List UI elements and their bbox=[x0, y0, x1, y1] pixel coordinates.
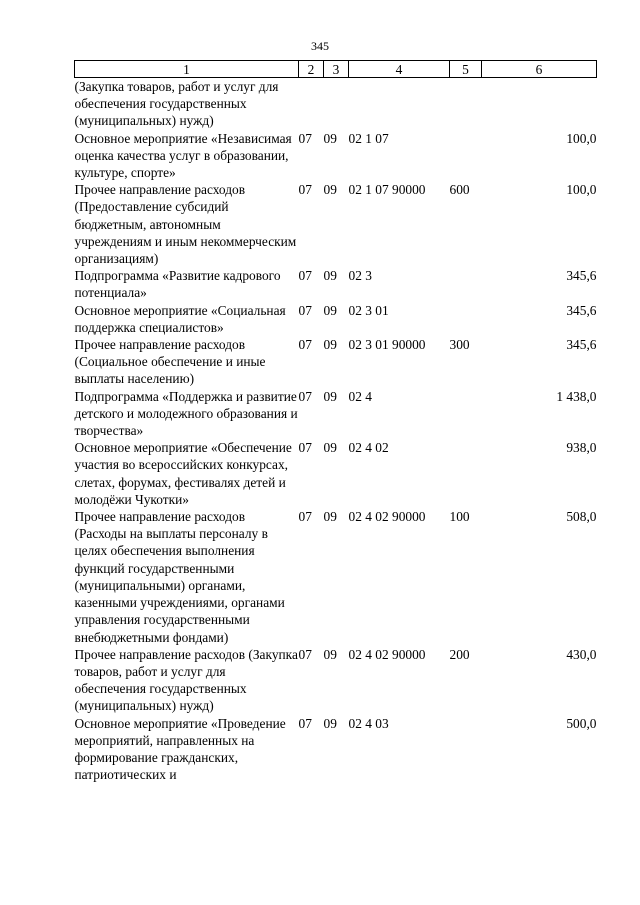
table-row bbox=[75, 388, 597, 440]
row-name: Основное мероприятие «Обеспечение участия во всероссийских конкурсах, слетах, форумах, фестивалях детей и молодёжи Чукотки» bbox=[74, 440, 292, 507]
header-col-4: 4 bbox=[349, 61, 450, 78]
row-csr: 02 4 02 bbox=[348, 440, 389, 456]
row-razdel: 07 bbox=[298, 337, 312, 353]
row-csr: 02 3 01 bbox=[348, 302, 389, 318]
row-csr: 02 3 bbox=[348, 268, 372, 284]
row-csr: 02 1 07 90000 bbox=[348, 182, 426, 198]
row-csr: 02 1 07 bbox=[348, 130, 389, 146]
row-name: Основное мероприятие «Социальная поддержка специалистов» bbox=[74, 302, 286, 335]
row-amount: 500,0 bbox=[566, 715, 597, 731]
row-amount: 100,0 bbox=[566, 130, 597, 146]
row-podrazdel: 09 bbox=[323, 302, 337, 318]
table-row bbox=[75, 130, 597, 182]
row-amount bbox=[482, 78, 597, 130]
table-row bbox=[75, 439, 597, 508]
row-vr bbox=[450, 78, 482, 130]
header-col-6: 6 bbox=[482, 61, 597, 78]
row-name: Основное мероприятие «Независимая оценка качества услуг в образовании, культуре, спорте» bbox=[74, 130, 292, 181]
row-name: Подпрограмма «Поддержка и развитие детского и молодежного образования и творчества» bbox=[74, 388, 298, 439]
row-name: Основное мероприятие «Проведение мероприятий, направленных на формирование гражданских, патриотических и bbox=[74, 715, 286, 783]
row-podrazdel: 09 bbox=[323, 715, 337, 731]
row-razdel: 07 bbox=[298, 715, 312, 731]
row-name: Прочее направление расходов (Расходы на выплаты персоналу в целях обеспечения выполнения функций государственными (муниципальными) органами, казенными учреждениями, органами управления государственными внебюджетными фондами) bbox=[74, 509, 285, 645]
row-vr bbox=[450, 715, 482, 784]
header-col-3: 3 bbox=[324, 61, 349, 78]
table-row bbox=[75, 181, 597, 267]
header-col-1: 1 bbox=[75, 61, 299, 78]
row-vr: 100 bbox=[449, 509, 470, 525]
page-number: 345 bbox=[311, 39, 329, 53]
row-name: Прочее направление расходов (Предоставление субсидий бюджетным, автономным учреждениям и иным некоммерческим организациям) bbox=[74, 182, 297, 267]
row-podrazdel: 09 bbox=[323, 268, 337, 284]
row-razdel: 07 bbox=[298, 646, 312, 662]
row-amount: 1 438,0 bbox=[556, 388, 597, 404]
row-name: Подпрограмма «Развитие кадрового потенциала» bbox=[74, 268, 281, 301]
row-vr: 600 bbox=[449, 182, 470, 198]
row-razdel: 07 bbox=[298, 130, 312, 146]
row-podrazdel: 09 bbox=[323, 388, 337, 404]
row-amount: 938,0 bbox=[566, 440, 597, 456]
row-vr: 300 bbox=[449, 337, 470, 353]
header-col-5: 5 bbox=[450, 61, 482, 78]
row-podrazdel: 09 bbox=[323, 646, 337, 662]
row-amount: 345,6 bbox=[566, 302, 597, 318]
row-name: Прочее направление расходов (Закупка товаров, работ и услуг для обеспечения государственных (муниципальных) нужд) bbox=[74, 646, 298, 714]
row-csr: 02 4 02 90000 bbox=[348, 646, 426, 662]
row-razdel: 07 bbox=[298, 268, 312, 284]
table-row bbox=[75, 646, 597, 715]
row-podrazdel: 09 bbox=[323, 509, 337, 525]
row-csr: 02 4 bbox=[348, 388, 372, 404]
row-vr bbox=[450, 130, 482, 182]
table-row bbox=[75, 78, 597, 130]
row-razdel bbox=[299, 78, 324, 130]
header-col-2: 2 bbox=[299, 61, 324, 78]
row-csr: 02 3 01 90000 bbox=[348, 337, 426, 353]
row-podrazdel bbox=[324, 78, 349, 130]
row-razdel: 07 bbox=[298, 388, 312, 404]
row-name: Прочее направление расходов (Социальное обеспечение и иные выплаты населению) bbox=[74, 337, 266, 387]
table-row bbox=[75, 267, 597, 301]
row-vr: 200 bbox=[449, 646, 470, 662]
row-csr: 02 4 03 bbox=[348, 715, 389, 731]
row-razdel: 07 bbox=[298, 509, 312, 525]
row-razdel: 07 bbox=[298, 182, 312, 198]
row-podrazdel: 09 bbox=[323, 182, 337, 198]
row-podrazdel: 09 bbox=[323, 130, 337, 146]
row-podrazdel: 09 bbox=[323, 337, 337, 353]
table-row bbox=[75, 715, 597, 784]
row-razdel: 07 bbox=[298, 440, 312, 456]
row-vr bbox=[450, 388, 482, 440]
row-csr bbox=[349, 78, 450, 130]
row-amount: 345,6 bbox=[566, 337, 597, 353]
row-amount: 508,0 bbox=[566, 509, 597, 525]
row-vr bbox=[450, 439, 482, 508]
row-razdel: 07 bbox=[298, 302, 312, 318]
table-row bbox=[75, 508, 597, 646]
row-csr: 02 4 02 90000 bbox=[348, 509, 426, 525]
row-name: (Закупка товаров, работ и услуг для обеспечения государственных (муниципальных) нужд) bbox=[74, 79, 279, 129]
budget-table bbox=[74, 60, 597, 783]
row-vr bbox=[450, 302, 482, 336]
header-row bbox=[75, 61, 597, 78]
row-vr bbox=[450, 267, 482, 301]
row-amount: 430,0 bbox=[566, 646, 597, 662]
table-row bbox=[75, 302, 597, 336]
row-podrazdel: 09 bbox=[323, 440, 337, 456]
row-amount: 345,6 bbox=[566, 268, 597, 284]
table-row bbox=[75, 336, 597, 388]
row-amount: 100,0 bbox=[566, 182, 597, 198]
